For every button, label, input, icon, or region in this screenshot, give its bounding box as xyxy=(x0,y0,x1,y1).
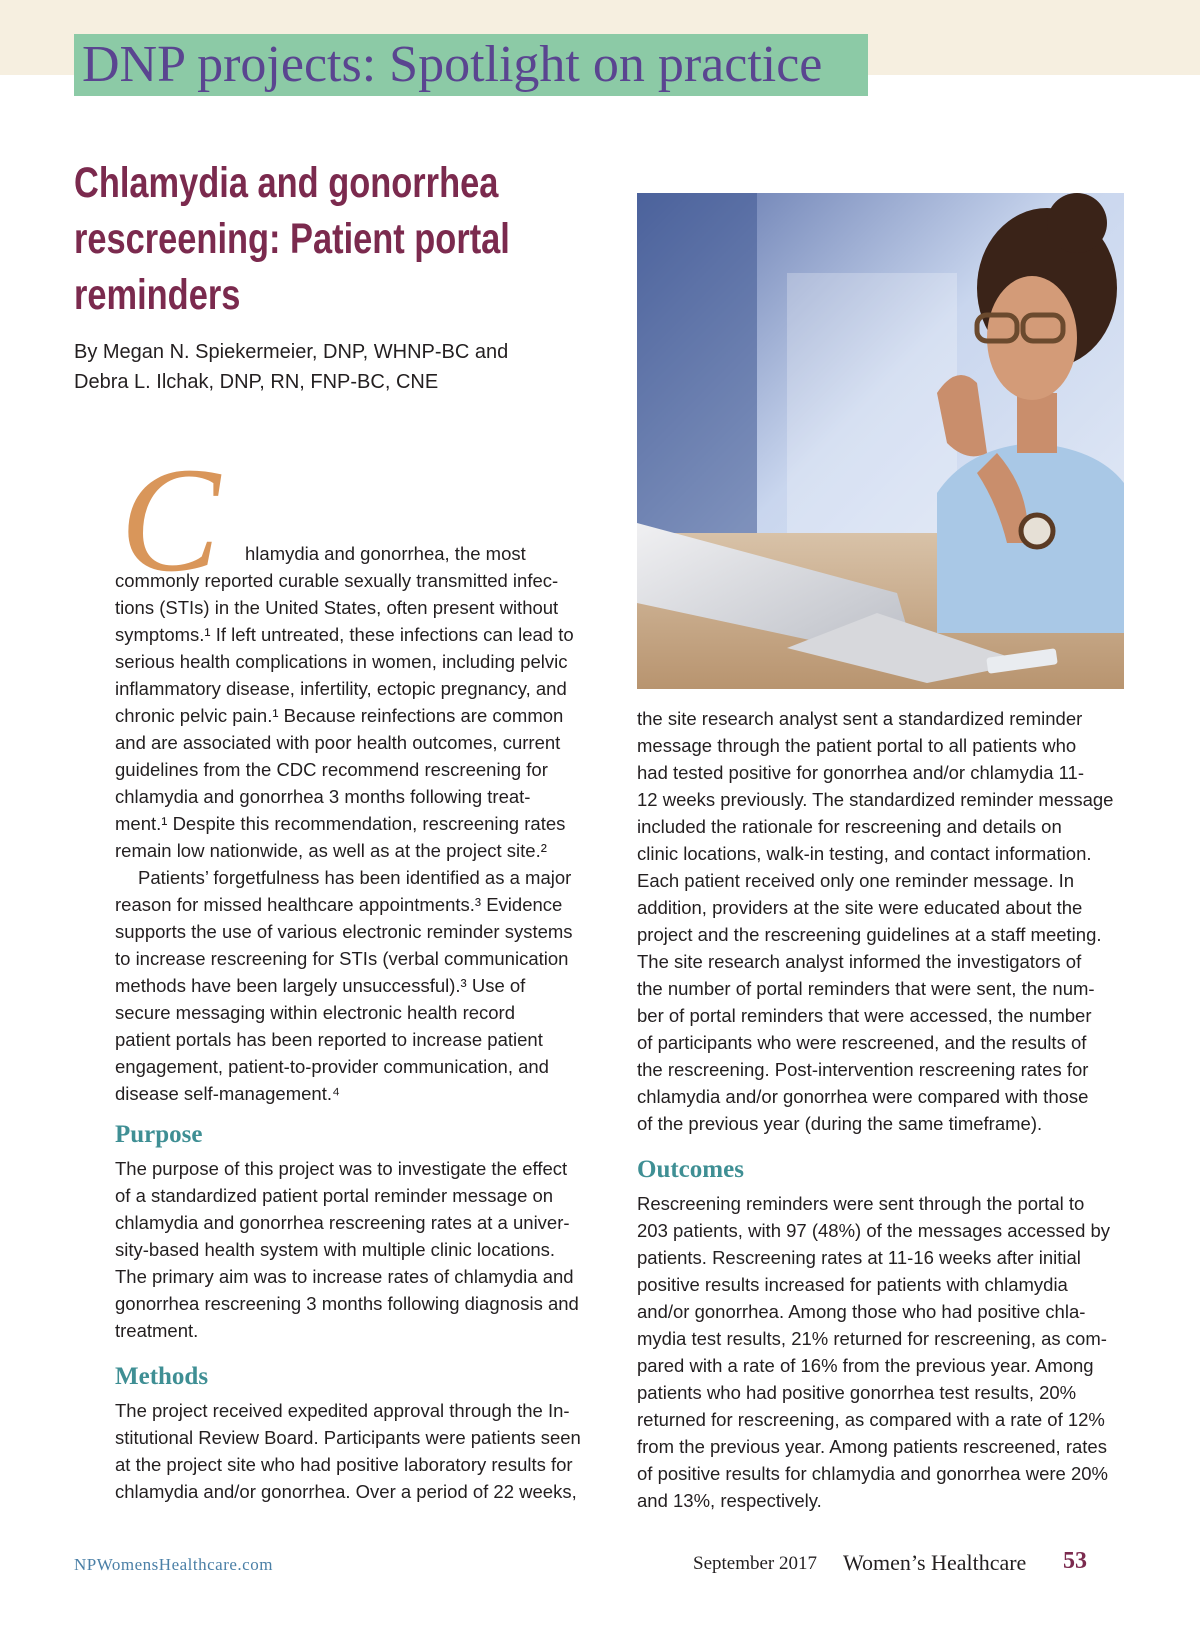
text-line: patients. Rescreening rates at 11-16 weeks after initial xyxy=(637,1247,1081,1268)
text-line: returned for rescreening, as compared with a rate of 12% xyxy=(637,1409,1105,1430)
text-line: from the previous year. Among patients rescreened, rates xyxy=(637,1436,1107,1457)
text-line: patient portals has been reported to increase patient xyxy=(115,1029,543,1050)
footer-date: September 2017 xyxy=(693,1553,818,1574)
text-line: project and the rescreening guidelines at a staff meeting. xyxy=(637,924,1102,945)
text-line: The purpose of this project was to investigate the effect xyxy=(115,1158,568,1179)
text-line: ment.¹ Despite this recommendation, rescreening rates xyxy=(115,813,566,834)
text-line: commonly reported curable sexually transmitted infec- xyxy=(115,570,559,591)
text-line: and 13%, respectively. xyxy=(637,1490,822,1511)
text-line: supports the use of various electronic reminder systems xyxy=(115,921,573,942)
title-line: reminders xyxy=(74,271,241,319)
text-line: inflammatory disease, infertility, ectopic pregnancy, and xyxy=(115,678,567,699)
text-line: the site research analyst sent a standardized reminder xyxy=(637,708,1083,729)
text-line: chlamydia and/or gonorrhea were compared with those xyxy=(637,1086,1089,1107)
text-line: tions (STIs) in the United States, often present without xyxy=(115,597,559,618)
text-line: treatment. xyxy=(115,1320,199,1341)
text-line: chlamydia and/or gonorrhea. Over a period of 22 weeks, xyxy=(115,1481,577,1502)
text-line: of participants who were rescreened, and the results of xyxy=(637,1032,1087,1053)
text-line: patients who had positive gonorrhea test results, 20% xyxy=(637,1382,1077,1403)
intro-paragraph xyxy=(115,540,600,864)
text-line: at the project site who had positive laboratory results for xyxy=(115,1454,573,1475)
text-line: symptoms.¹ If left untreated, these infections can lead to xyxy=(115,624,574,645)
text-line: pared with a rate of 16% from the previous year. Among xyxy=(637,1355,1094,1376)
outcomes-heading: Outcomes xyxy=(637,1156,744,1183)
text-line: stitutional Review Board. Participants were patients seen xyxy=(115,1427,581,1448)
text-line: chronic pelvic pain.¹ Because reinfections are common xyxy=(115,705,564,726)
text-line: Each patient received only one reminder message. In xyxy=(637,870,1075,891)
text-line: Rescreening reminders were sent through the portal to xyxy=(637,1193,1085,1214)
text-line: Patients’ forgetfulness has been identified as a major xyxy=(138,867,572,888)
text-line: and are associated with poor health outcomes, current xyxy=(115,732,561,753)
footer-site-link[interactable]: NPWomensHealthcare.com xyxy=(74,1555,273,1574)
purpose-heading: Purpose xyxy=(115,1121,203,1148)
section-banner xyxy=(74,34,868,96)
title-line: Chlamydia and gonorrhea xyxy=(74,159,499,207)
methods-paragraph-continued xyxy=(637,705,1127,1137)
outcomes-paragraph xyxy=(637,1190,1127,1514)
text-line: chlamydia and gonorrhea 3 months following treat- xyxy=(115,786,531,807)
text-line: serious health complications in women, including pelvic xyxy=(115,651,568,672)
text-line: The project received expedited approval through the In- xyxy=(115,1400,570,1421)
text-line: guidelines from the CDC recommend rescreening for xyxy=(115,759,548,780)
text-line: included the rationale for rescreening and details on xyxy=(637,816,1062,837)
text-line: hlamydia and gonorrhea, the most xyxy=(245,543,526,564)
text-line: to increase rescreening for STIs (verbal communication xyxy=(115,948,569,969)
text-line: the rescreening. Post-intervention rescreening rates for xyxy=(637,1059,1089,1080)
methods-heading: Methods xyxy=(115,1363,209,1390)
text-line: The primary aim was to increase rates of chlamydia and xyxy=(115,1266,574,1287)
text-line: mydia test results, 21% returned for rescreening, as com- xyxy=(637,1328,1107,1349)
purpose-paragraph xyxy=(115,1155,600,1344)
text-line: remain low nationwide, as well as at the project site.² xyxy=(115,840,547,861)
intro-paragraph-2 xyxy=(115,864,600,1107)
byline-line: Debra L. Ilchak, DNP, RN, FNP-BC, CNE xyxy=(74,371,439,393)
text-line: clinic locations, walk-in testing, and contact information. xyxy=(637,843,1092,864)
methods-paragraph xyxy=(115,1397,600,1505)
title-line: rescreening: Patient portal xyxy=(74,215,510,263)
woman-at-laptop-image xyxy=(637,193,1124,689)
left-column xyxy=(115,540,600,1505)
text-line: 12 weeks previously. The standardized reminder message xyxy=(637,789,1114,810)
text-line: reason for missed healthcare appointments.³ Evidence xyxy=(115,894,563,915)
article-title xyxy=(74,155,522,323)
right-column xyxy=(637,705,1127,1514)
text-line: sity-based health system with multiple clinic locations. xyxy=(115,1239,556,1260)
text-line: of positive results for chlamydia and gonorrhea were 20% xyxy=(637,1463,1108,1484)
text-line: addition, providers at the site were educated about the xyxy=(637,897,1083,918)
text-line: 203 patients, with 97 (48%) of the messages accessed by xyxy=(637,1220,1111,1241)
footer-magazine-name: Women’s Healthcare xyxy=(843,1550,1027,1575)
text-line: ber of portal reminders that were accessed, the number xyxy=(637,1005,1092,1026)
text-line: of the previous year (during the same timeframe). xyxy=(637,1113,1043,1134)
page-number: 53 xyxy=(1063,1548,1087,1574)
drop-cap-letter: C xyxy=(120,437,221,603)
text-line: disease self-management.⁴ xyxy=(115,1083,340,1104)
byline-line: By Megan N. Spiekermeier, DNP, WHNP-BC and xyxy=(74,341,509,363)
text-line: and/or gonorrhea. Among those who had positive chla- xyxy=(637,1301,1086,1322)
section-banner-text: DNP projects: Spotlight on practice xyxy=(82,36,823,93)
text-line: message through the patient portal to all patients who xyxy=(637,735,1077,756)
text-line: of a standardized patient portal reminder message on xyxy=(115,1185,554,1206)
text-line: chlamydia and gonorrhea rescreening rates at a univer- xyxy=(115,1212,570,1233)
text-line: secure messaging within electronic health record xyxy=(115,1002,516,1023)
text-line: had tested positive for gonorrhea and/or chlamydia 11- xyxy=(637,762,1085,783)
text-line: the number of portal reminders that were sent, the num- xyxy=(637,978,1095,999)
text-line: positive results increased for patients with chlamydia xyxy=(637,1274,1068,1295)
text-line: gonorrhea rescreening 3 months following diagnosis and xyxy=(115,1293,579,1314)
text-line: engagement, patient-to-provider communication, and xyxy=(115,1056,549,1077)
text-line: The site research analyst informed the investigators of xyxy=(637,951,1082,972)
byline xyxy=(74,337,594,397)
text-line: methods have been largely unsuccessful).³ Use of xyxy=(115,975,526,996)
article-photo xyxy=(637,193,1124,689)
